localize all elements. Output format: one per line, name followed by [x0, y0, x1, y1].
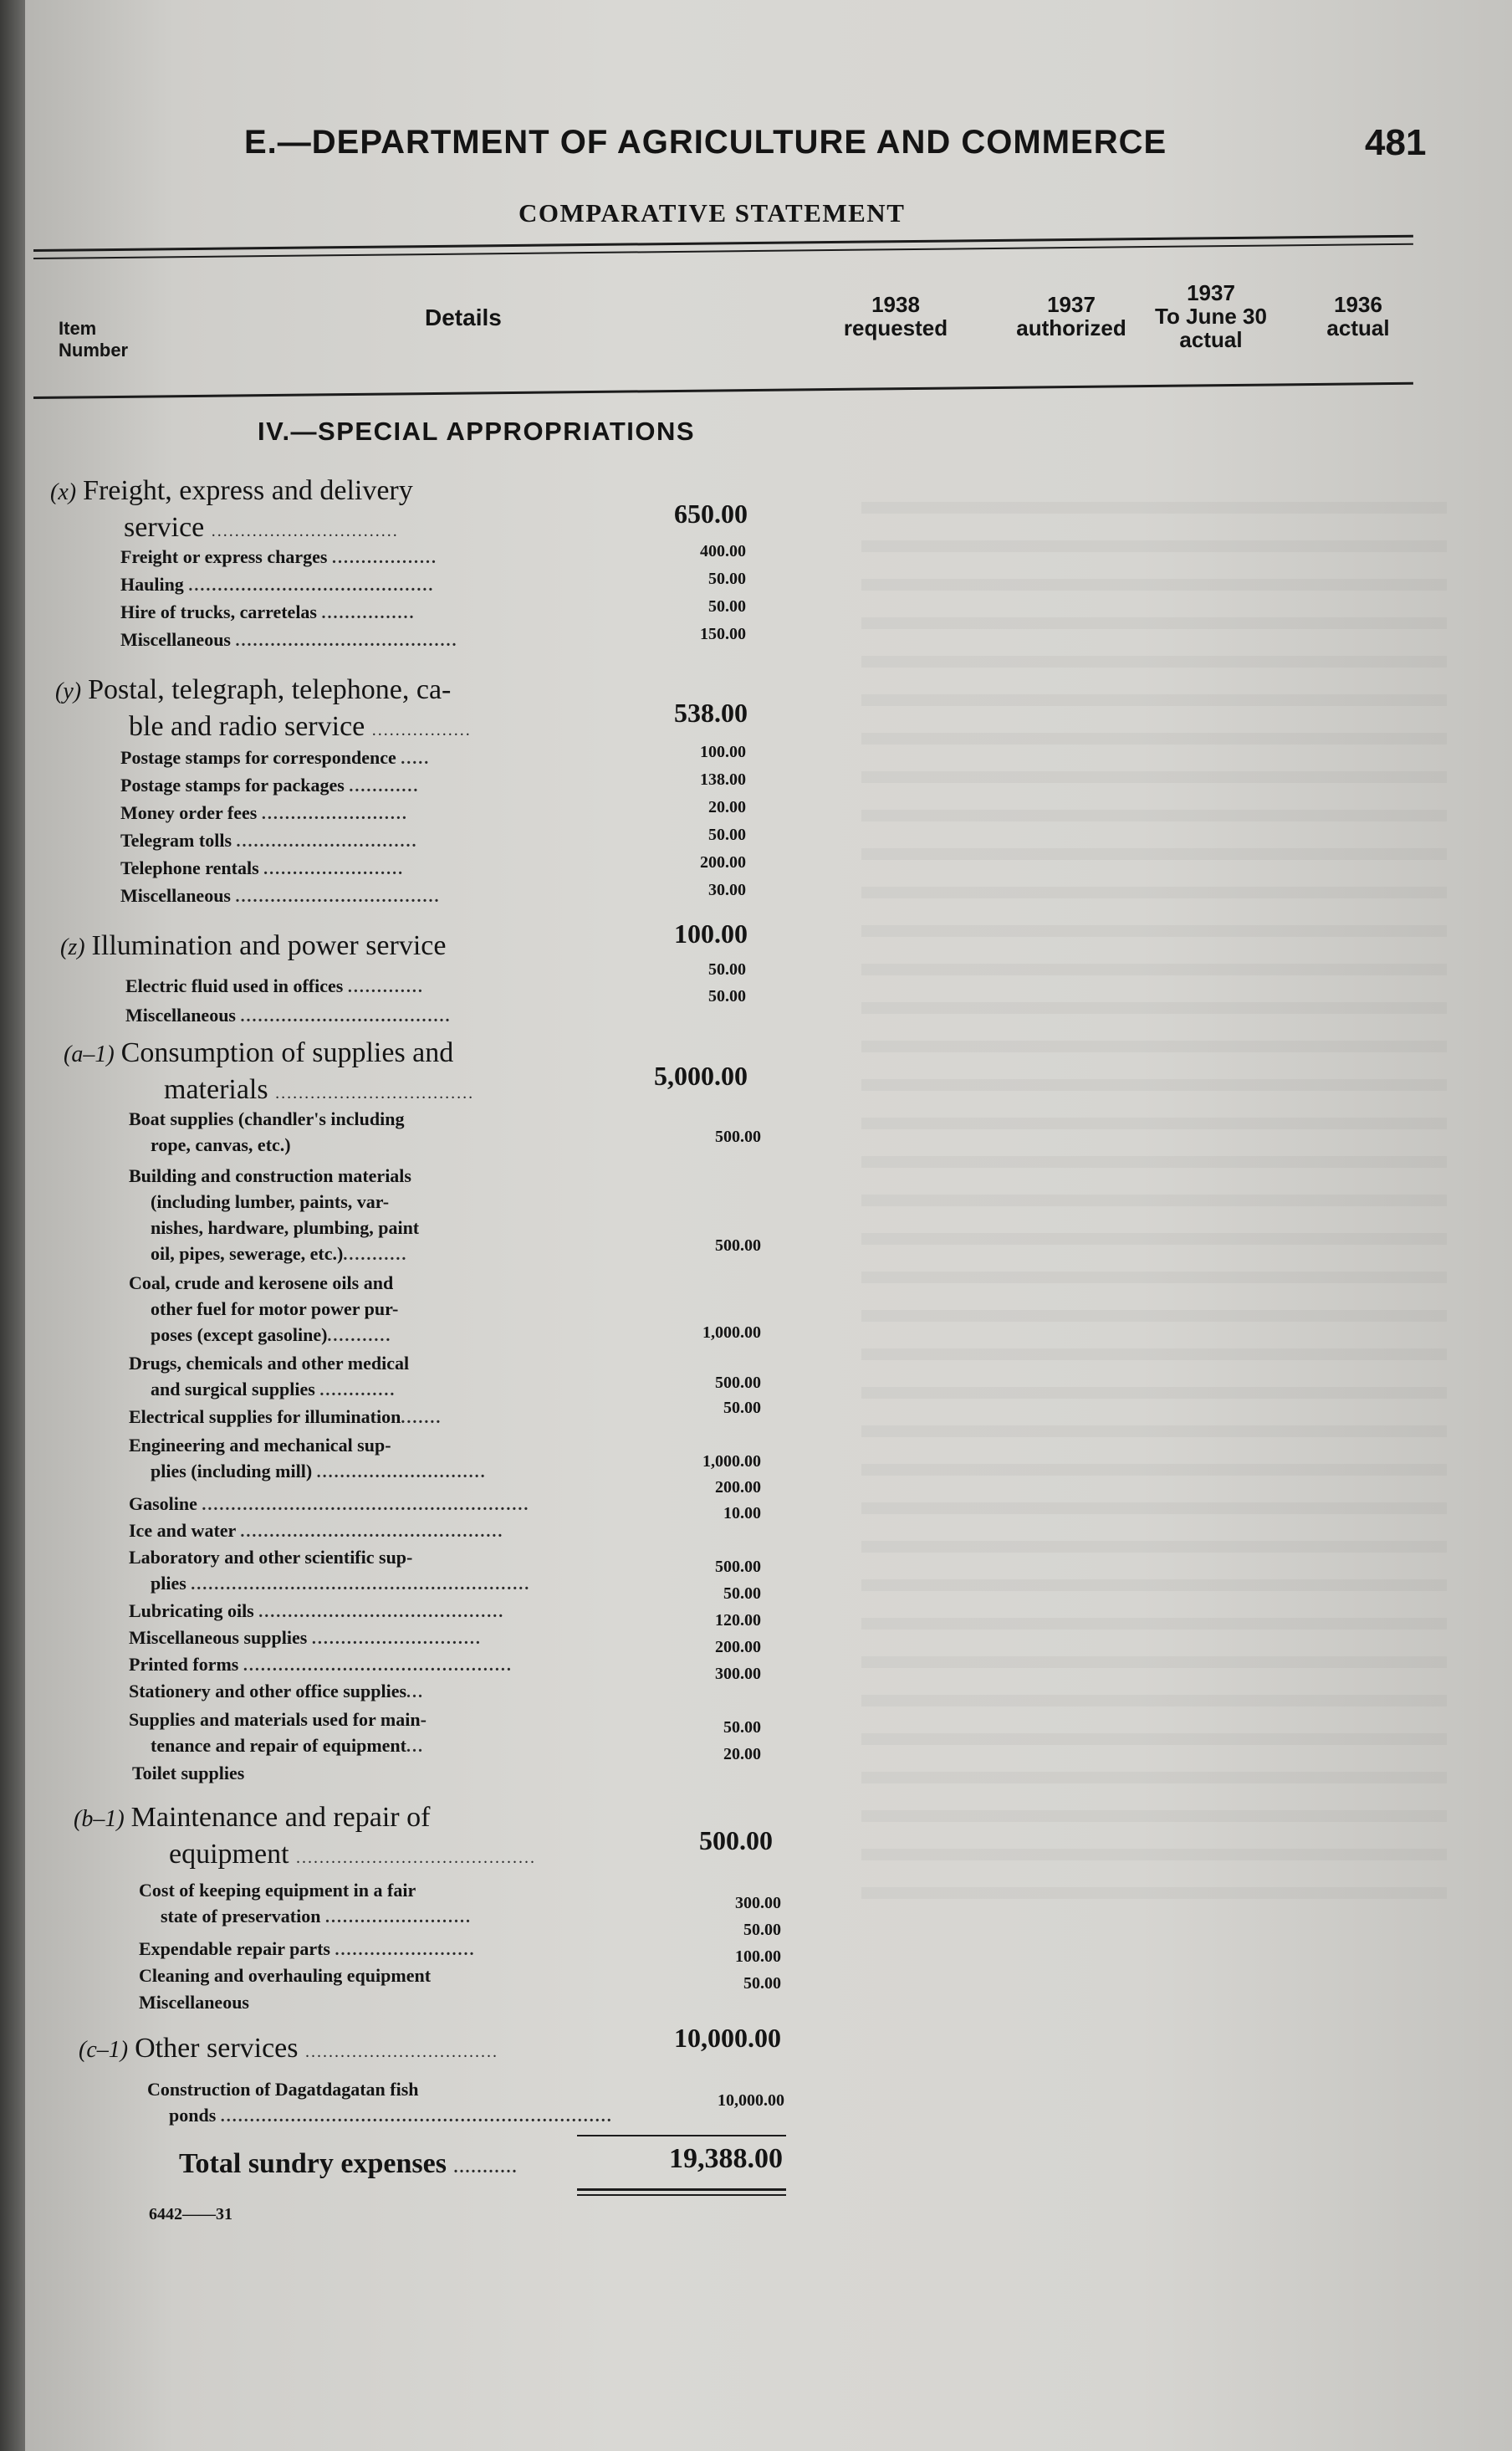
column-header-1936-actual — [1308, 293, 1408, 340]
item-amount: 100.00 — [700, 743, 746, 761]
page-number: 481 — [1365, 122, 1427, 163]
item-text: Laboratory and other scientific sup- — [129, 1547, 413, 1568]
leader-dots: ... — [406, 1683, 425, 1701]
item-text: Miscellaneous — [120, 629, 231, 650]
list-item — [120, 855, 404, 883]
list-item — [129, 1651, 513, 1679]
column-header-item-line1: Item — [59, 318, 97, 339]
leader-dots: .......................................... — [258, 1603, 505, 1621]
item-amount: 50.00 — [723, 1718, 761, 1737]
list-item — [125, 973, 424, 1000]
list-item — [120, 827, 418, 855]
header-rule-top-2 — [33, 243, 1413, 259]
leader-dots: ............................................. — [240, 1522, 504, 1541]
header-rule-top — [33, 235, 1413, 252]
leader-dots: ................................. — [305, 2043, 498, 2061]
leader-dots: ......................... — [324, 1908, 472, 1927]
item-amount: 500.00 — [715, 1374, 761, 1392]
item-amount: 500.00 — [715, 1236, 761, 1255]
list-item — [120, 627, 458, 654]
list-item — [129, 1760, 244, 1786]
item-text: Telegram tolls — [120, 830, 232, 851]
item-text-cont: (including lumber, paints, var- — [151, 1191, 390, 1212]
item-amount: 50.00 — [708, 570, 746, 588]
item-amount: 300.00 — [735, 1894, 781, 1912]
list-item — [129, 1432, 487, 1486]
leader-dots: ......................................... — [296, 1849, 537, 1867]
item-text: Drugs, chemicals and other medical — [129, 1353, 410, 1374]
item-text: Miscellaneous — [120, 885, 231, 906]
total-rule-bottom — [577, 2188, 786, 2191]
leader-dots: ................. — [371, 721, 472, 739]
list-item — [139, 1936, 476, 1963]
item-text: Electric fluid used in offices — [125, 975, 344, 996]
list-item — [120, 571, 434, 599]
leader-dots: ....... — [401, 1409, 442, 1427]
item-amount: 138.00 — [700, 770, 746, 789]
leader-dots: .................. — [331, 549, 437, 567]
item-amount: 200.00 — [715, 1478, 761, 1497]
group-title-line1: Freight, express and delivery — [83, 475, 413, 506]
list-item — [129, 1517, 503, 1545]
column-header-1937-to-june — [1144, 281, 1278, 351]
item-text-cont: plies (including mill) — [151, 1461, 313, 1481]
group-label: (b–1) — [74, 1806, 125, 1832]
item-text: Ice and water — [129, 1520, 236, 1541]
item-text: Postage stamps for packages — [120, 775, 345, 796]
item-text: Toilet supplies — [132, 1763, 245, 1783]
group-label: (a–1) — [64, 1041, 115, 1067]
list-item — [147, 2076, 613, 2130]
list-item — [125, 1002, 452, 1030]
item-text: Hire of trucks, carretelas — [120, 601, 317, 622]
list-item — [129, 1106, 404, 1158]
column-header-1937-authorized — [1000, 293, 1142, 340]
item-amount: 50.00 — [743, 1921, 781, 1939]
col-1937a-year: 1937 — [1047, 292, 1096, 317]
item-text-cont: ponds — [169, 2105, 217, 2126]
statement-subtitle: COMPARATIVE STATEMENT — [518, 198, 906, 228]
list-item — [120, 745, 430, 772]
leader-dots: ............................... — [236, 832, 418, 851]
list-item — [120, 772, 419, 800]
item-text: Hauling — [120, 574, 184, 595]
group-x-title — [50, 473, 413, 549]
list-item — [129, 1491, 529, 1518]
list-item — [129, 1678, 424, 1706]
group-a1-amount: 5,000.00 — [654, 1061, 748, 1091]
leader-dots: ............. — [319, 1381, 396, 1399]
group-label: (y) — [55, 678, 82, 704]
leader-dots: ......................... — [261, 805, 408, 823]
group-title-line1: Maintenance and repair of — [130, 1802, 431, 1833]
column-header-item-line2: Number — [59, 340, 129, 361]
item-amount: 400.00 — [700, 542, 746, 560]
list-item — [129, 1706, 427, 1760]
group-a1-title — [64, 1036, 474, 1111]
item-text: Boat supplies (chandler's including — [129, 1108, 405, 1129]
list-item — [129, 1270, 398, 1349]
item-text: Telephone rentals — [120, 857, 259, 878]
leader-dots: ................ — [321, 604, 416, 622]
group-label: (x) — [50, 479, 77, 505]
item-amount: 100.00 — [735, 1947, 781, 1966]
header-rule-bottom — [33, 382, 1413, 399]
item-amount: 500.00 — [715, 1558, 761, 1576]
item-text: Building and construction materials — [129, 1165, 411, 1186]
item-text: Gasoline — [129, 1493, 197, 1514]
item-text: Postage stamps for correspondence — [120, 747, 396, 768]
item-amount: 500.00 — [715, 1128, 761, 1146]
item-text-cont: and surgical supplies — [151, 1379, 315, 1399]
item-amount: 50.00 — [708, 597, 746, 616]
item-amount: 120.00 — [715, 1611, 761, 1630]
col-1937a-label: authorized — [1016, 315, 1126, 340]
item-amount: 50.00 — [708, 987, 746, 1005]
col-1936-year: 1936 — [1334, 292, 1382, 317]
item-text: Freight or express charges — [120, 546, 328, 567]
group-label: (c–1) — [79, 2037, 129, 2063]
list-item — [120, 800, 408, 827]
leader-dots: ............. — [347, 978, 424, 996]
group-title-line2: ble and radio service — [129, 711, 365, 742]
item-text: Miscellaneous — [139, 1992, 249, 2013]
item-text-cont: rope, canvas, etc.) — [151, 1134, 291, 1155]
leader-dots: .......................................................... — [191, 1575, 531, 1594]
list-item — [139, 1989, 249, 2015]
leader-dots: .................................... — [240, 1007, 452, 1026]
col-1938-year: 1938 — [871, 292, 920, 317]
item-amount: 50.00 — [708, 826, 746, 844]
group-z-amount: 100.00 — [674, 918, 748, 949]
item-text-cont: state of preservation — [161, 1906, 321, 1927]
list-item — [120, 883, 441, 910]
item-amount: 150.00 — [700, 625, 746, 643]
col-1937b-label: To June 30 — [1155, 304, 1267, 329]
group-label: (z) — [60, 934, 85, 960]
leader-dots: ................................................................... — [220, 2107, 613, 2126]
leader-dots: .................................. — [275, 1084, 475, 1103]
item-amount: 10,000.00 — [718, 2091, 784, 2110]
group-title-line2: equipment — [169, 1839, 289, 1870]
leader-dots: ............................. — [316, 1463, 487, 1481]
leader-dots: ........................................................ — [202, 1496, 530, 1514]
item-text-cont: poses (except gasoline) — [151, 1324, 328, 1345]
column-header-1938-requested — [833, 293, 958, 340]
column-header-details: Details — [425, 304, 502, 330]
leader-dots: ............ — [349, 777, 420, 796]
col-1938-label: requested — [843, 315, 948, 340]
col-1937b-year: 1937 — [1187, 280, 1235, 305]
item-text: Miscellaneous — [125, 1005, 236, 1026]
bleed-through-texture — [861, 502, 1447, 1924]
list-item — [120, 544, 437, 571]
leader-dots: .......................................... — [188, 576, 435, 595]
item-text-cont: other fuel for motor power pur- — [151, 1298, 399, 1319]
group-title-line1: Illumination and power service — [91, 930, 447, 961]
group-y-title — [55, 673, 472, 748]
section-heading: IV.—SPECIAL APPROPRIATIONS — [258, 417, 696, 446]
item-text: Electrical supplies for illumination — [129, 1406, 401, 1427]
item-amount: 1,000.00 — [702, 1452, 761, 1471]
list-item — [120, 599, 416, 627]
leader-dots: ........................ — [263, 860, 405, 878]
total-label-text: Total sundry expenses — [179, 2148, 447, 2179]
column-header-item-number — [59, 318, 128, 361]
group-title-line1: Other services — [135, 2033, 299, 2064]
document-page — [25, 0, 1512, 2451]
department-title: E.—DEPARTMENT OF AGRICULTURE AND COMMERCE — [244, 124, 1167, 161]
leader-dots: ............................. — [311, 1630, 482, 1648]
item-text-cont: plies — [151, 1573, 186, 1594]
list-item — [129, 1350, 409, 1404]
leader-dots: .............................................. — [243, 1656, 513, 1675]
leader-dots: ........... — [343, 1246, 408, 1264]
item-amount: 1,000.00 — [702, 1323, 761, 1342]
group-c1-amount: 10,000.00 — [674, 2023, 781, 2053]
group-title-line1: Consumption of supplies and — [120, 1037, 454, 1068]
item-text-cont: tenance and repair of equipment — [151, 1735, 406, 1756]
leader-dots: ..... — [401, 750, 431, 768]
item-text: Lubricating oils — [129, 1600, 254, 1621]
group-x-amount: 650.00 — [674, 499, 748, 529]
item-amount: 50.00 — [743, 1974, 781, 1993]
item-text: Expendable repair parts — [139, 1938, 330, 1959]
item-amount: 20.00 — [708, 798, 746, 816]
item-amount: 300.00 — [715, 1665, 761, 1683]
item-text-cont: nishes, hardware, plumbing, paint — [151, 1217, 420, 1238]
total-label — [179, 2148, 518, 2180]
list-item — [129, 1404, 442, 1431]
col-1937b-label-2: actual — [1179, 327, 1243, 352]
list-item — [129, 1625, 482, 1652]
list-item — [139, 1877, 472, 1931]
list-item — [129, 1163, 419, 1268]
leader-dots: ........... — [327, 1327, 392, 1345]
col-1936-label: actual — [1326, 315, 1390, 340]
leader-dots: ................................... — [235, 888, 441, 906]
leader-dots: ... — [406, 1737, 424, 1756]
group-title-line2: materials — [164, 1074, 268, 1105]
item-text: Supplies and materials used for main- — [129, 1709, 427, 1730]
leader-dots: ........... — [453, 2158, 518, 2177]
group-c1-title — [79, 2031, 498, 2070]
group-b1-amount: 500.00 — [699, 1825, 773, 1855]
list-item — [129, 1544, 530, 1598]
item-text: Construction of Dagatdagatan fish — [147, 2079, 419, 2100]
item-amount: 20.00 — [723, 1745, 761, 1763]
group-z-title — [60, 929, 446, 965]
item-text: Stationery and other office supplies — [129, 1681, 407, 1701]
item-text: Coal, crude and kerosene oils and — [129, 1272, 394, 1293]
item-amount: 200.00 — [700, 853, 746, 872]
total-rule-bottom-2 — [577, 2194, 786, 2196]
group-b1-title — [74, 1800, 536, 1875]
group-title-line2: service — [124, 512, 205, 543]
item-text: Money order fees — [120, 802, 258, 823]
total-rule-top — [577, 2135, 786, 2136]
item-amount: 200.00 — [715, 1638, 761, 1656]
leader-dots: ...................................... — [235, 632, 458, 650]
item-amount: 50.00 — [708, 960, 746, 979]
item-text-cont: oil, pipes, sewerage, etc.) — [151, 1243, 344, 1264]
item-text: Engineering and mechanical sup- — [129, 1435, 391, 1456]
item-text: Cost of keeping equipment in a fair — [139, 1880, 416, 1901]
item-amount: 30.00 — [708, 881, 746, 899]
item-text: Cleaning and overhauling equipment — [139, 1965, 432, 1986]
group-title-line1: Postal, telegraph, telephone, ca- — [88, 674, 452, 705]
group-y-amount: 538.00 — [674, 698, 748, 728]
leader-dots: ........................ — [335, 1941, 476, 1959]
item-text: Printed forms — [129, 1654, 239, 1675]
item-text: Miscellaneous supplies — [129, 1627, 308, 1648]
list-item — [129, 1598, 504, 1625]
print-code: 6442——31 — [149, 2205, 232, 2223]
item-amount: 10.00 — [723, 1504, 761, 1522]
total-amount: 19,388.00 — [669, 2143, 783, 2174]
item-amount: 50.00 — [723, 1399, 761, 1417]
list-item — [139, 1962, 431, 1988]
item-amount: 50.00 — [723, 1584, 761, 1603]
leader-dots: ................................ — [211, 522, 399, 540]
page-binding-edge — [0, 0, 25, 2451]
